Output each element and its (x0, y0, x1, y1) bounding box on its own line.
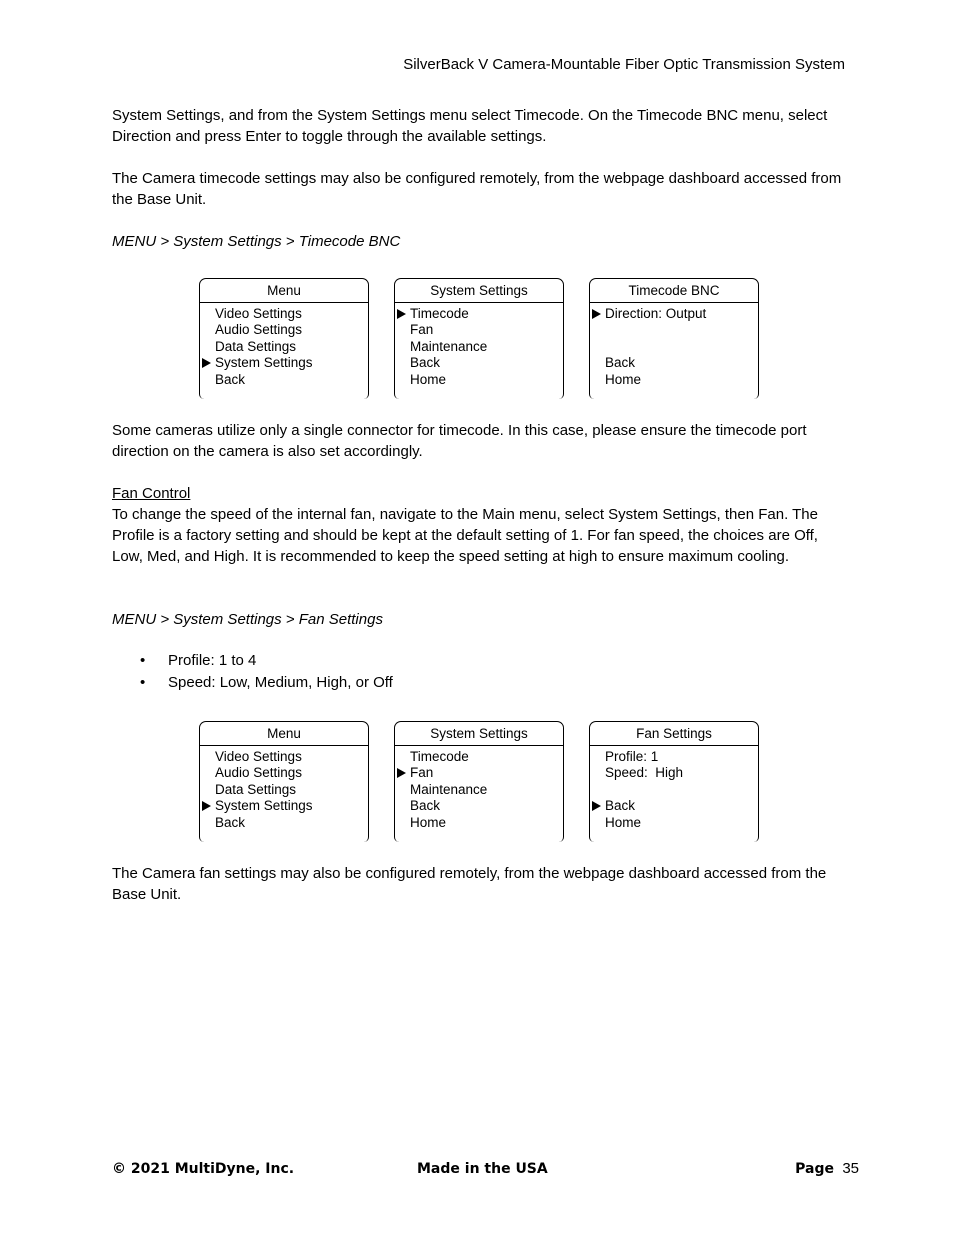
menu-item-data-settings: Data Settings (215, 781, 297, 797)
footer-page-number (795, 1160, 859, 1177)
menu-item-blank (590, 322, 758, 338)
menu-item-data-settings: Data Settings (215, 338, 297, 354)
menu-item-back: Back (410, 798, 441, 814)
menu-item-back: Back (605, 355, 636, 371)
menu-screen-main (199, 278, 369, 399)
paragraph-timecode-remote: The Camera timecode settings may also be configured remotely, from the webpage dashboard accessed from the Base Unit. (112, 170, 842, 208)
menu-path-timecode: MENU > System Settings > Timecode BNC (112, 233, 401, 250)
menu-item-speed: Speed: High (605, 765, 684, 781)
menu-screen-system-settings (394, 278, 564, 399)
menu-item-fan: Fan (395, 765, 563, 781)
menu-item-back: Back (215, 814, 246, 830)
menu-screen-system-settings (394, 721, 564, 842)
selection-arrow-icon (397, 309, 406, 319)
menu-screen-timecode-bnc (589, 278, 759, 399)
menu-item-timecode: Timecode (410, 749, 469, 764)
selection-arrow-icon (397, 768, 406, 778)
menu-path-fan: MENU > System Settings > Fan Settings (112, 611, 383, 628)
menu-item-home: Home (410, 371, 447, 387)
list-item: • Speed: Low, Medium, High, or Off (112, 672, 393, 694)
menu-screen-fan-settings (589, 721, 759, 842)
selection-arrow-icon (592, 309, 601, 319)
selection-arrow-icon (202, 358, 211, 368)
page-label: Page (795, 1161, 834, 1177)
menu-item-video-settings: Video Settings (215, 749, 302, 764)
selection-arrow-icon (202, 801, 211, 811)
menu-item-system-settings: System Settings (200, 355, 368, 371)
menu-screen-title: System Settings (395, 279, 563, 303)
menu-item-home: Home (410, 814, 447, 830)
menu-item-audio-settings: Audio Settings (215, 322, 303, 338)
menu-item-back: Back (410, 355, 441, 371)
menu-item-direction: Direction: Output (590, 306, 758, 322)
footer-made-in: Made in the USA (417, 1161, 548, 1177)
document-header: SilverBack V Camera-Mountable Fiber Optic Transmission System (403, 56, 845, 73)
page-number: 35 (842, 1160, 859, 1177)
menu-item-profile: Profile: 1 (605, 749, 659, 764)
menu-item-blank (590, 782, 758, 798)
menu-screen-title: Fan Settings (590, 722, 758, 746)
menu-screen-title: System Settings (395, 722, 563, 746)
menu-item-back: Back (590, 798, 758, 814)
menu-item-system-settings: System Settings (200, 798, 368, 814)
menu-screen-title: Menu (200, 279, 368, 303)
menu-item-blank (590, 339, 758, 355)
fan-options-list (112, 650, 393, 694)
paragraph-fan-control: To change the speed of the internal fan, navigate to the Main menu, select System Settings, then Fan. The Profile is a factory setting and should be kept at the default setting of 1. For fan speed, the choices are Off, Low, Med, and High. It is recommended to keep the speed setting at high to ensure maximum cooling. (112, 506, 818, 565)
menu-screen-main (199, 721, 369, 842)
section-heading-fan-control: Fan Control (112, 485, 191, 502)
menu-item-home: Home (605, 371, 642, 387)
paragraph-timecode-direction: System Settings, and from the System Settings menu select Timecode. On the Timecode BNC menu, select Direction and press Enter to toggle through the available settings. (112, 107, 828, 145)
menu-item-home: Home (605, 814, 642, 830)
menu-item-video-settings: Video Settings (215, 306, 302, 321)
menu-screen-title: Menu (200, 722, 368, 746)
paragraph-fan-remote: The Camera fan settings may also be configured remotely, from the webpage dashboard accessed from the Base Unit. (112, 865, 827, 903)
paragraph-single-connector: Some cameras utilize only a single connector for timecode. In this case, please ensure the timecode port direction on the camera is also set accordingly. (112, 422, 807, 460)
menu-item-back: Back (215, 371, 246, 387)
selection-arrow-icon (592, 801, 601, 811)
list-item: • Profile: 1 to 4 (112, 650, 393, 672)
footer-copyright: © 2021 MultiDyne, Inc. (112, 1161, 295, 1177)
menu-item-audio-settings: Audio Settings (215, 765, 303, 781)
menu-item-fan: Fan (410, 322, 434, 338)
menu-item-timecode: Timecode (395, 306, 563, 322)
menu-item-maintenance: Maintenance (410, 781, 488, 797)
menu-item-maintenance: Maintenance (410, 338, 488, 354)
menu-screen-title: Timecode BNC (590, 279, 758, 303)
